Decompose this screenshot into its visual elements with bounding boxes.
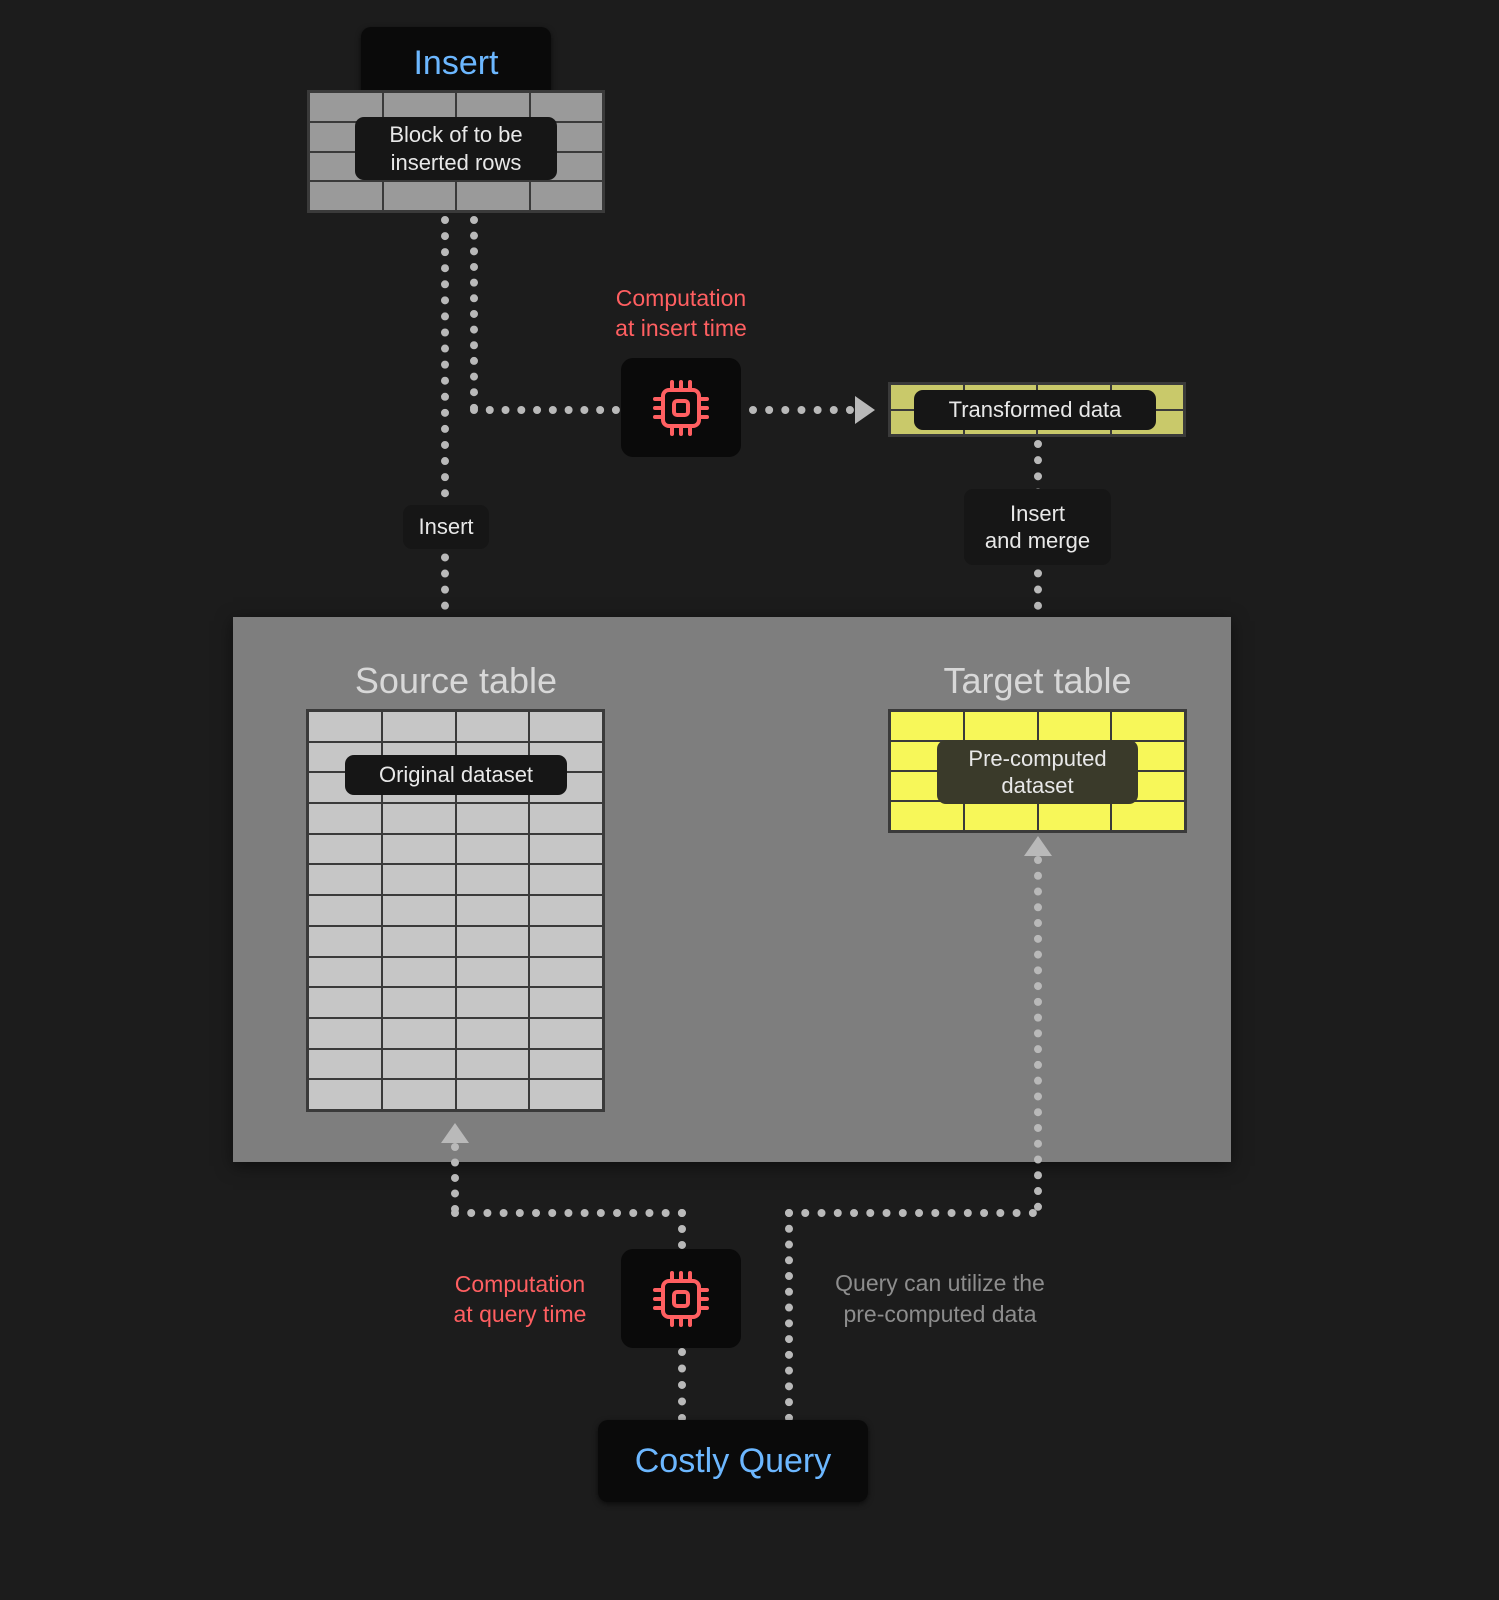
connector-cpu-to-transformed	[749, 406, 854, 414]
computation-at-query-time-label	[425, 1270, 615, 1330]
connector-insert-branch-h	[470, 406, 620, 414]
computation-query-line2: at query time	[453, 1300, 587, 1327]
precomputed-dataset-label	[937, 740, 1138, 804]
grid-cell	[1111, 711, 1185, 741]
connector-target-to-query-v	[1034, 856, 1042, 1211]
grid-cell	[382, 1049, 456, 1080]
grid-cell	[456, 711, 530, 742]
connector-insert-branch-v	[470, 216, 478, 412]
connector-query-right-down	[785, 1209, 793, 1422]
grid-cell	[890, 801, 964, 831]
grid-cell	[308, 1018, 382, 1049]
computation-insert-line1: Computation	[615, 285, 747, 311]
grid-cell	[964, 801, 1038, 831]
connector-insert-to-source	[441, 216, 449, 626]
grid-cell	[456, 834, 530, 865]
grid-cell	[382, 711, 456, 742]
grid-cell	[456, 181, 530, 211]
grid-cell	[308, 926, 382, 957]
grid-cell	[308, 864, 382, 895]
grid-cell	[383, 181, 457, 211]
grid-cell	[382, 895, 456, 926]
precomputed-dataset-line2: dataset	[1001, 773, 1074, 798]
arrow-query-to-target	[1024, 836, 1052, 856]
grid-cell	[382, 957, 456, 988]
grid-cell	[309, 181, 383, 211]
grid-cell	[382, 803, 456, 834]
grid-cell	[964, 711, 1038, 741]
grid-cell	[382, 926, 456, 957]
grid-cell	[530, 181, 604, 211]
grid-cell	[308, 711, 382, 742]
original-dataset-label	[345, 755, 567, 795]
cpu-chip-icon	[649, 1267, 713, 1331]
cpu-chip-icon	[649, 376, 713, 440]
connector-query-to-source-v	[451, 1143, 459, 1213]
insert-edge-label-text: Insert	[418, 514, 474, 540]
grid-cell	[382, 864, 456, 895]
grid-cell	[456, 957, 530, 988]
grid-cell	[308, 1079, 382, 1110]
query-utilize-note	[810, 1268, 1070, 1330]
insert-block-label	[355, 117, 557, 180]
grid-cell	[456, 1079, 530, 1110]
grid-cell	[308, 803, 382, 834]
grid-cell	[382, 1018, 456, 1049]
insert-and-merge-line2: and merge	[984, 528, 1091, 553]
grid-cell	[529, 1049, 603, 1080]
grid-cell	[529, 957, 603, 988]
grid-cell	[308, 834, 382, 865]
grid-cell	[1038, 801, 1112, 831]
grid-cell	[529, 926, 603, 957]
grid-cell	[529, 895, 603, 926]
insert-title-label: Insert	[413, 44, 499, 82]
precomputed-dataset-line1: Pre-computed	[968, 745, 1107, 771]
connector-cpu-query-bottom	[678, 1348, 686, 1422]
grid-cell	[529, 864, 603, 895]
source-table-title: Source table	[354, 660, 558, 701]
grid-cell	[308, 957, 382, 988]
costly-query-label: Costly Query	[634, 1441, 832, 1480]
computation-query-line1: Computation	[454, 1271, 586, 1297]
grid-cell	[456, 987, 530, 1018]
grid-cell	[308, 895, 382, 926]
computation-at-insert-time-label	[561, 284, 801, 344]
arrow-cpu-to-transformed	[855, 396, 875, 424]
grid-cell	[382, 834, 456, 865]
grid-cell	[1111, 801, 1185, 831]
insert-edge-label	[403, 505, 489, 549]
computation-insert-line2: at insert time	[615, 314, 747, 341]
connector-cpu-query-top	[678, 1209, 686, 1249]
grid-cell	[529, 1018, 603, 1049]
arrow-query-to-source	[441, 1123, 469, 1143]
grid-cell	[529, 711, 603, 742]
grid-cell	[456, 803, 530, 834]
cpu-query-box	[621, 1249, 741, 1348]
grid-cell	[456, 1049, 530, 1080]
grid-cell	[456, 895, 530, 926]
grid-cell	[382, 987, 456, 1018]
grid-cell	[382, 1079, 456, 1110]
grid-cell	[456, 926, 530, 957]
connector-target-to-query-h	[785, 1209, 1037, 1217]
connector-query-to-source-h	[451, 1209, 686, 1217]
original-dataset-label-text: Original dataset	[378, 762, 534, 788]
transformed-data-label	[914, 390, 1156, 430]
query-utilize-line1: Query can utilize the	[835, 1270, 1045, 1296]
grid-cell	[529, 987, 603, 1018]
transformed-data-label-text: Transformed data	[948, 397, 1122, 423]
grid-cell	[1038, 711, 1112, 741]
target-table-title: Target table	[943, 660, 1132, 701]
grid-cell	[529, 1079, 603, 1110]
insert-block-label-line1: Block of to be	[389, 122, 523, 147]
grid-cell	[308, 987, 382, 1018]
insert-block-label-line2: inserted rows	[390, 149, 522, 175]
cpu-insert-box	[621, 358, 741, 457]
insert-and-merge-line1: Insert	[1009, 500, 1066, 526]
grid-cell	[890, 711, 964, 741]
insert-and-merge-label	[964, 489, 1111, 565]
grid-cell	[308, 1049, 382, 1080]
grid-cell	[456, 864, 530, 895]
grid-cell	[456, 1018, 530, 1049]
grid-cell	[529, 834, 603, 865]
query-utilize-line2: pre-computed data	[843, 1301, 1037, 1328]
grid-cell	[529, 803, 603, 834]
costly-query-box	[598, 1420, 868, 1502]
